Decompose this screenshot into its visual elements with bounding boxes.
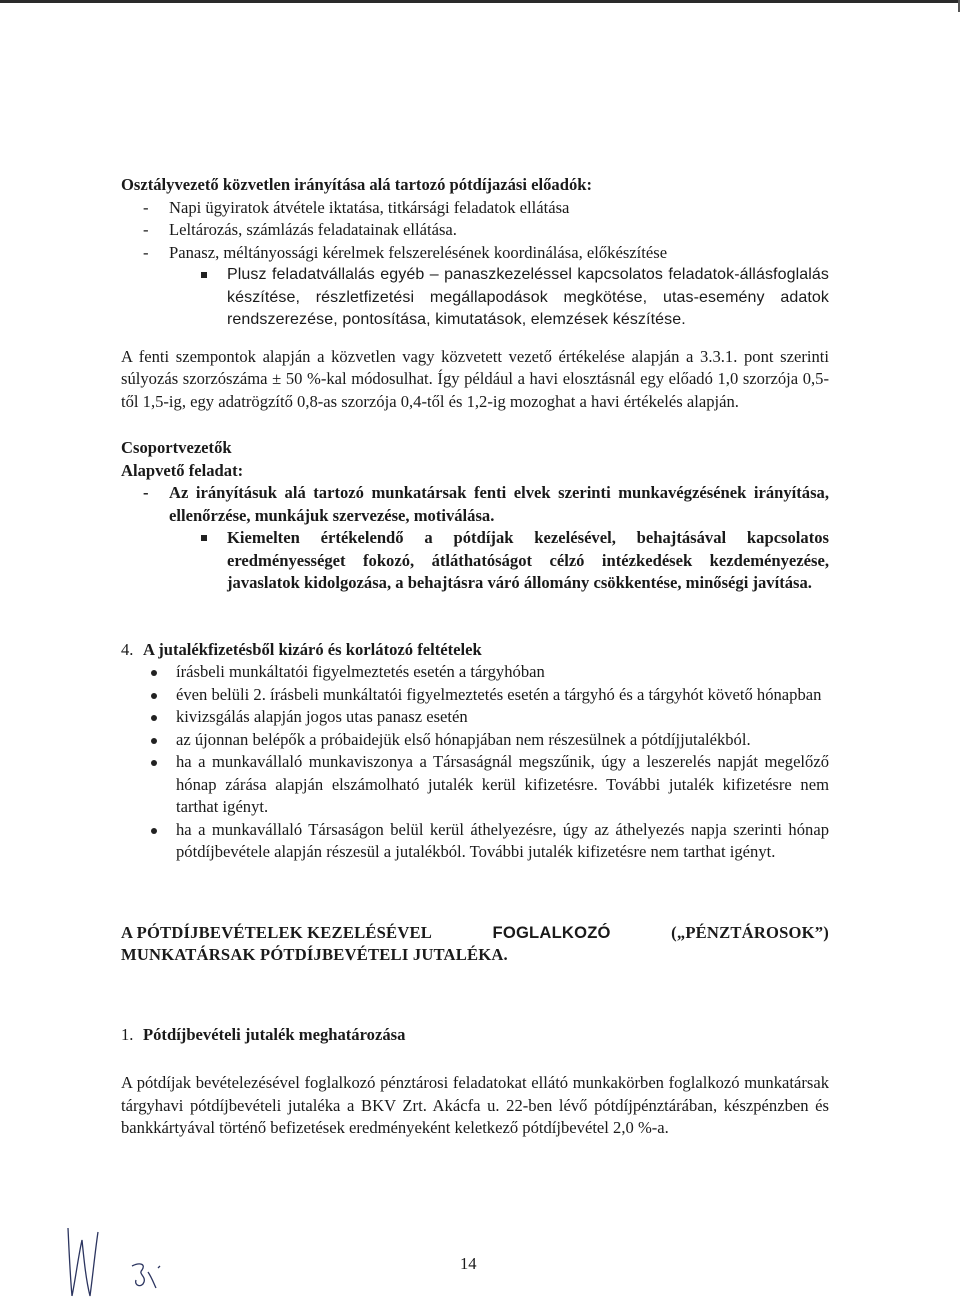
bullet-icon (151, 693, 157, 699)
list-item: az újonnan belépők a próbaidejük első hónapjában nem részesülnek a pótdíjjutalékból. (121, 729, 829, 752)
section2-heading: Csoportvezetők (121, 438, 232, 457)
section3-number: 4. (121, 639, 134, 659)
square-bullet-icon (201, 535, 207, 541)
section2-sub-item-text: Kiemelten értékelendő a pótdíjak kezelésével, behajtásával kapcsolatos eredményességet fokozó, átláthatóságot célzó intézkedések kezdeményezése, javaslatok kidolgozása, a behajtásra váró állomány csökkentése, minőségi javítása. (227, 528, 829, 592)
section2-sub-item (121, 527, 829, 595)
list-item: ha a munkavállaló munkaviszonya a Társaságnál megszűnik, úgy a leszerelés napját megelőző hónap zárása alapján elszámolható jutalék kerül kifizetésre. További jutalék kifizetésre nem tarthat igényt. (121, 751, 829, 819)
bullet-icon (151, 670, 157, 676)
scan-edge-top (0, 0, 960, 3)
handwritten-signature (58, 1222, 188, 1302)
section4-title (121, 922, 829, 966)
section1-heading: Osztályvezető közvetlen irányítása alá tartozó pótdíjazási előadók: (121, 175, 593, 194)
bullet-icon (151, 715, 157, 721)
section1-item: - Panasz, méltányossági kérelmek felszerelésének koordinálása, előkészítése (121, 242, 829, 265)
section1-sub-item (121, 264, 829, 332)
section4-title-line1: A PÓTDÍJBEVÉTELEK KEZELÉSÉVEL FOGLALKOZÓ („PÉNZTÁROSOK”) (121, 922, 829, 942)
section1-paragraph: A fenti szempontok alapján a közvetlen vagy közvetett vezető értékelése alapján a 3.3.1. pont szerinti súlyozás szorzószáma ± 50 %-kal módosulhat. Így például a havi elosztásnál egy előadó 1,0 szorzója 0,5-től 1,5-ig, egy adatrögzítő 0,8-as szorzója 0,4-től és 1,2-ig mozoghat a havi értékelés alapján. (121, 346, 829, 411)
section2-subheading: Alapvető feladat: (121, 460, 244, 480)
section4-subheading (121, 1024, 829, 1047)
square-bullet-icon (201, 272, 207, 278)
section1-item: - Leltározás, számlázás feladatainak ellátása. (121, 219, 829, 242)
page-number: 14 (460, 1254, 477, 1273)
bullet-icon (151, 738, 157, 744)
document-page (121, 174, 829, 1140)
section4-sub-title: Pótdíjbevételi jutalék meghatározása (143, 1024, 406, 1044)
section1-sub-item-text: Plusz feladatvállalás egyéb – panaszkezeléssel kapcsolatos feladatok-állásfoglalás készítése, részletfizetési megállapodások megkötése, utas-esemény adatok rendszerezése, pontosítása, kimutatások, elemzések készítése. (227, 266, 829, 328)
section1-item: - Napi ügyiratok átvétele iktatása, titkársági feladatok ellátása (121, 197, 829, 220)
section4-title-line2: MUNKATÁRSAK PÓTDÍJBEVÉTELI JUTALÉKA. (121, 944, 508, 964)
section3-title: A jutalékfizetésből kizáró és korlátozó feltételek (143, 639, 482, 659)
section4-paragraph: A pótdíjak bevételezésével foglalkozó pénztárosi feladatokat ellátó munkakörben foglalkozó munkatársak tárgyhavi pótdíjbevételi jutaléka a BKV Zrt. Akácfa u. 22-ben lévő pótdíjpénztárában, készpénzben és bankkártyával történő befizetések eredményeként keletkező pótdíjbevétel 2,0 %-a. (121, 1073, 829, 1137)
section3-heading (121, 639, 829, 662)
list-item: éven belüli 2. írásbeli munkáltatói figyelmeztetés esetén a tárgyhó és a tárgyhót követő hónapban (121, 684, 829, 707)
list-item: írásbeli munkáltatói figyelmeztetés esetén a tárgyhóban (121, 661, 829, 684)
section2-item: - Az irányításuk alá tartozó munkatársak fenti elvek szerinti munkavégzésének irányítása, ellenőrzése, munkájuk szervezése, motiválása. (121, 482, 829, 527)
list-item: ha a munkavállaló Társaságon belül kerül áthelyezésre, úgy az áthelyezés napja szerinti hónap pótdíjbevétele alapján részesül a jutalékból. További jutalék kifizetésre nem tarthat igényt. (121, 819, 829, 864)
section3-list (121, 661, 829, 864)
bullet-icon (151, 760, 157, 766)
list-item: kivizsgálás alapján jogos utas panasz esetén (121, 706, 829, 729)
section4-sub-number: 1. (121, 1024, 134, 1044)
section1-list (121, 197, 829, 265)
section2-list (121, 482, 829, 527)
bullet-icon (151, 828, 157, 834)
